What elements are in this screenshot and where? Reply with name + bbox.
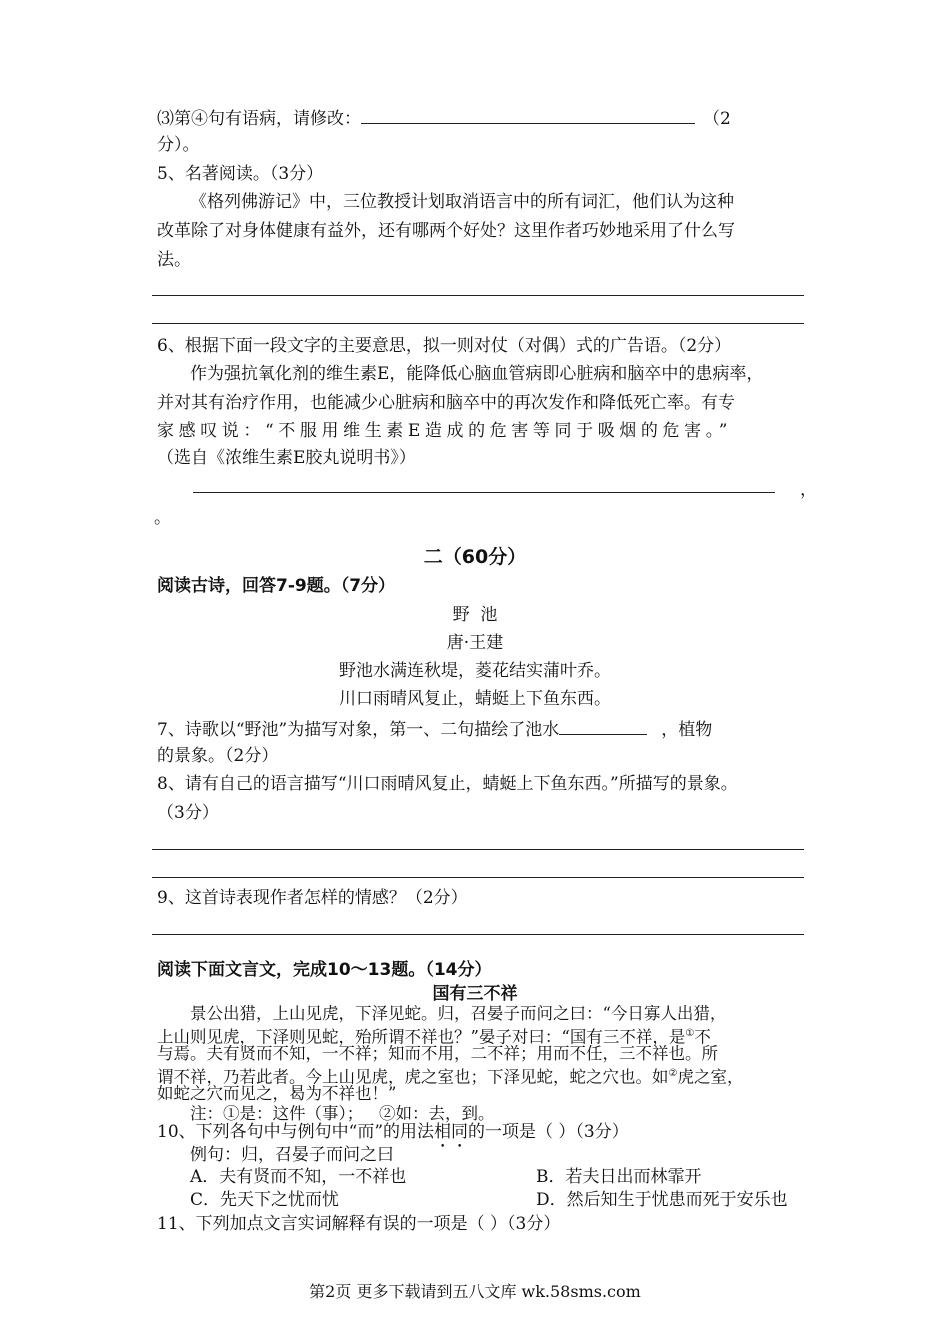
q11-text: 11、下列加点文言实词解释有误的一项是（ ）（3分） bbox=[157, 1214, 561, 1234]
q9-answer-line[interactable] bbox=[152, 934, 804, 935]
poem-author: 唐·王建 bbox=[446, 633, 504, 653]
q10-emphasis: 相同 bbox=[434, 1122, 469, 1142]
classical-title: 国有三不祥 bbox=[432, 984, 518, 1004]
q10-keyword: 而 bbox=[357, 1122, 375, 1142]
q10-option-d[interactable]: D．然后知生于忧患而死于安乐也 bbox=[536, 1190, 788, 1210]
q7-prefix: 7、诗歌以“野池”为描写对象，第一、二句描绘了池水 bbox=[157, 720, 560, 740]
q10-example: 例句：归，召晏子而问之曰 bbox=[190, 1145, 394, 1165]
q5-answer-line-1[interactable] bbox=[152, 295, 804, 296]
q6-line-4: （选自《浓维生素E胶丸说明书》） bbox=[157, 448, 416, 468]
q4-3-answer-blank[interactable] bbox=[361, 105, 695, 124]
section-2-title: 二（60分） bbox=[423, 546, 527, 568]
poem-section-heading: 阅读古诗，回答7-9题。（7分） bbox=[157, 576, 396, 596]
q7-cont: 的景象。（2分） bbox=[157, 746, 279, 766]
q10-option-b[interactable]: B．若夫日出而林霏开 bbox=[536, 1167, 702, 1187]
q10-option-c[interactable]: C．先天下之忧而忧 bbox=[190, 1190, 340, 1210]
q6-period: 。 bbox=[154, 508, 171, 528]
passage-line-4-text: 谓不祥，乃若此者。今上山见虎，虎之室也；下泽见蛇，蛇之穴也。如 bbox=[157, 1067, 669, 1087]
q6-line-1: 作为强抗氧化剂的维生素E，能降低心脑血管病即心脏病和脑卒中的患病率， bbox=[190, 364, 764, 384]
q7-suffix: ，植物 bbox=[661, 720, 713, 740]
passage-line-5: 如蛇之穴而见之，曷为不祥也！” bbox=[157, 1084, 397, 1103]
q6-title: 6、根据下面一段文字的主要意思，拟一则对仗（对偶）式的广告语。（2分） bbox=[157, 336, 732, 356]
passage-line-3: 与焉。夫有贤而不知，一不祥；知而不用，二不祥；用而不任，三不祥也。所 bbox=[157, 1044, 718, 1063]
passage-note: 注：①是：这件（事）； ②如：去，到。 bbox=[190, 1104, 495, 1123]
passage-line-1: 景公出猎，上山见虎，下泽见蛇。归，召晏子而问之曰：“今日寡人出猎， bbox=[190, 1004, 727, 1023]
passage-line-2-tail: 不 bbox=[694, 1027, 711, 1047]
q6-comma: ， bbox=[800, 480, 817, 500]
q8-text: 8、请有自己的语言描写“川口雨晴风复止，蜻蜓上下鱼东西。”所描写的景象。 bbox=[157, 774, 738, 794]
q10-option-a[interactable]: A．夫有贤而不知，一不祥也 bbox=[190, 1167, 407, 1187]
q10-text-e: 的一项是（ ）（3分） bbox=[468, 1122, 629, 1142]
q4-3-line bbox=[157, 105, 731, 131]
q5-answer-line-2[interactable] bbox=[152, 323, 804, 324]
poem-line-1: 野池水满连秋堤，菱花结实蒲叶乔。 bbox=[339, 661, 611, 681]
passage-line-2-text: 上山则见虎，下泽则见蛇，殆所谓不祥也？”晏子对曰：“国有三不祥，是 bbox=[157, 1027, 686, 1047]
q6-answer-line[interactable] bbox=[193, 492, 775, 493]
q8-answer-line-1[interactable] bbox=[152, 849, 804, 850]
footnote-marker-1: ① bbox=[685, 1028, 695, 1039]
q10-text-c: ”的用法 bbox=[374, 1122, 435, 1142]
poem-line-2: 川口雨晴风复止，蜻蜓上下鱼东西。 bbox=[339, 689, 611, 709]
q8-score: （3分） bbox=[157, 803, 219, 823]
q4-3-suffix: （2 bbox=[703, 109, 731, 129]
poem-title: 野 池 bbox=[452, 605, 498, 625]
q4-3-prefix: ⑶第④句有语病，请修改： bbox=[157, 109, 361, 129]
q4-3-cont: 分）。 bbox=[157, 135, 200, 155]
q6-line-3: 家感叹说：“不服用维生素E造成的危害等同于吸烟的危害。” bbox=[157, 421, 733, 441]
q8-answer-line-2[interactable] bbox=[152, 877, 804, 878]
q10-text-a: 10、下列各句中与例句中“ bbox=[157, 1122, 358, 1142]
q5-line-1: 《格列佛游记》中，三位教授计划取消语言中的所有词汇，他们认为这种 bbox=[190, 192, 734, 212]
passage-line-4-tail: 虎之室， bbox=[677, 1067, 744, 1087]
q5-line-3: 法。 bbox=[157, 250, 191, 270]
classical-section-heading: 阅读下面文言文，完成10～13题。（14分） bbox=[157, 960, 492, 980]
page-footer: 第2页 更多下载请到五八文库 wk.58sms.com bbox=[309, 1282, 641, 1301]
q7-answer-blank[interactable] bbox=[559, 716, 647, 735]
q5-line-2: 改革除了对身体健康有益外，还有哪两个好处？这里作者巧妙地采用了什么写 bbox=[157, 221, 735, 241]
footnote-marker-2: ② bbox=[668, 1068, 678, 1079]
q7-line bbox=[157, 716, 712, 742]
q6-line-2: 并对其有治疗作用，也能减少心脏病和脑卒中的再次发作和降低死亡率。有专 bbox=[157, 393, 735, 413]
q9-text: 9、这首诗表现作者怎样的情感？（2分） bbox=[157, 888, 468, 908]
q5-title: 5、名著阅读。（3分） bbox=[157, 164, 324, 184]
